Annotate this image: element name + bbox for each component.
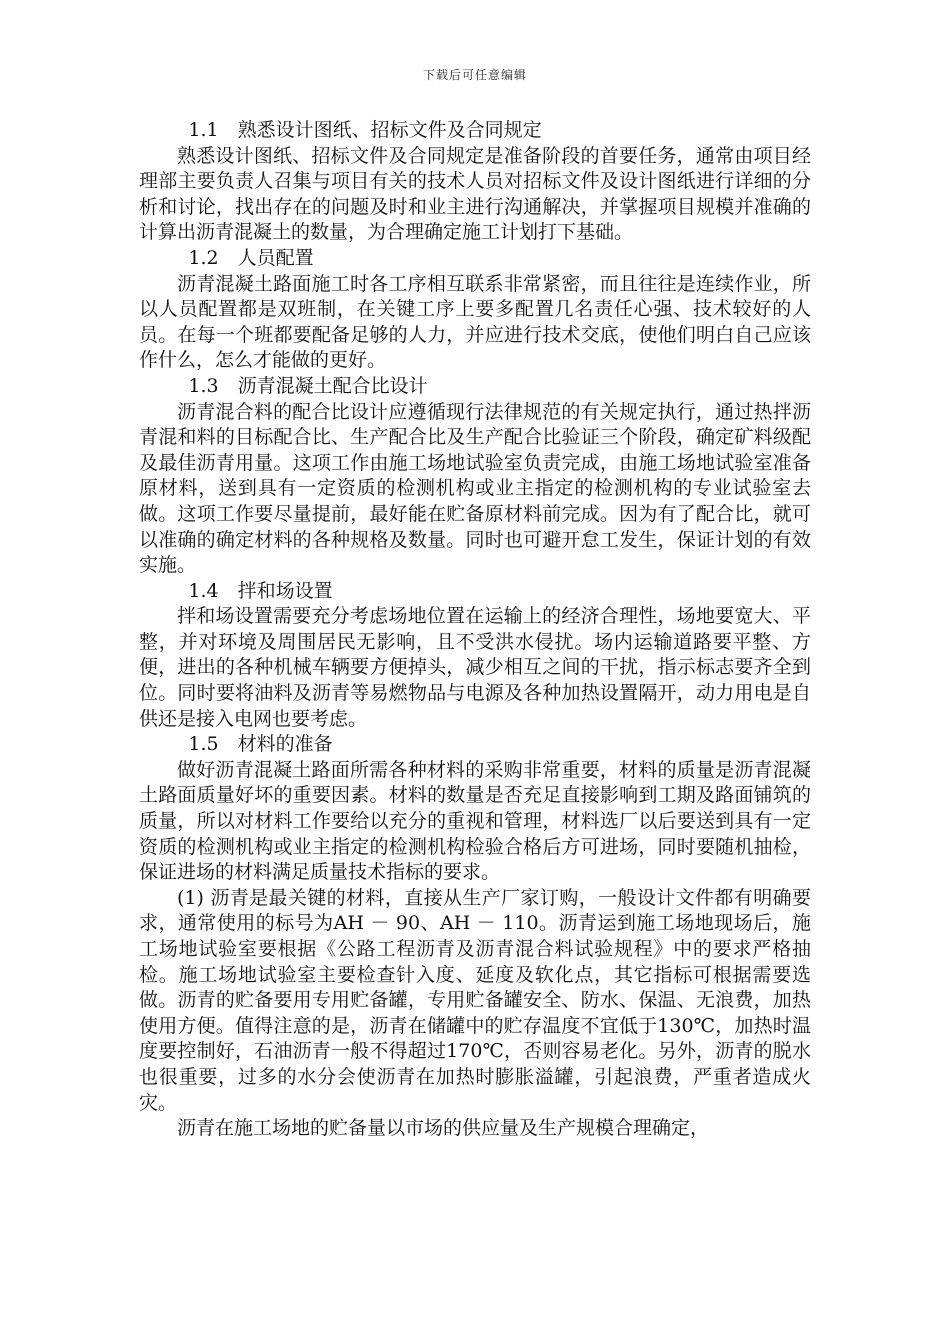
section-heading: 1.3 沥青混凝土配合比设计 [188, 374, 428, 397]
body-paragraph: 沥青在施工场地的贮备量以市场的供应量及生产规模合理确定， [177, 1117, 710, 1140]
body-paragraph: 熟悉设计图纸、招标文件及合同规定是准备阶段的首要任务，通常由项目经理部主要负责人召集与项目有关的技术人员对招标文件及设计图纸进行详细的分析和讨论，找出存在的问题及时和业主进行沟通解决，并掌握项目规模并准确的计算出沥青混凝土的数量，为合理确定施工计划打下基础。 [139, 144, 811, 244]
body-paragraph: 做好沥青混凝土路面所需各种材料的采购非常重要，材料的质量是沥青混凝土路面质量好坏的重要因素。材料的数量是否充足直接影响到工期及路面铺筑的质量，所以对材料工作要给以充分的重视和管理，材料选厂以后要送到具有一定资质的检测机构或业主指定的检测机构检验合格后方可进场，同时要随机抽检，保证进场的材料满足质量技术指标的要求。 [139, 758, 811, 884]
body-paragraph: (1) 沥青是最关键的材料，直接从生产厂家订购，一般设计文件都有明确要求，通常使用的标号为AH － 90、AH － 110。沥青运到施工场地现场后，施工场地试验室要根据《公路工程沥青及沥青混合料试验规程》中的要求严格抽检。施工场地试验室主要检查针入度、延度及软化点，其它指标可根据需要选做。沥青的贮备要用专用贮备罐，专用贮备罐安全、防水、保温、无浪费，加热使用方便。值得注意的是，沥青在储罐中的贮存温度不宜低于130℃，加热时温度要控制好，石油沥青一般不得超过170℃，否则容易老化。另外，沥青的脱水也很重要，过多的水分会使沥青在加热时膨胀溢罐，引起浪费，严重者造成火灾。 [139, 886, 811, 1114]
body-paragraph: 沥青混合料的配合比设计应遵循现行法律规范的有关规定执行，通过热拌沥青混和料的目标配合比、生产配合比及生产配合比验证三个阶段，确定矿料级配及最佳沥青用量。这项工作由施工场地试验室负责完成，由施工场地试验室准备原材料，送到具有一定资质的检测机构或业主指定的检测机构的专业试验室去做。这项工作要尽量提前，最好能在贮备原材料前完成。因为有了配合比，就可以准确的确定材料的各种规格及数量。同时也可避开怠工发生，保证计划的有效实施。 [139, 400, 811, 577]
section-heading: 1.5 材料的准备 [188, 733, 333, 756]
document-body [139, 118, 811, 1142]
section-heading: 1.4 拌和场设置 [188, 579, 333, 602]
body-paragraph: 拌和场设置需要充分考虑场地位置在运输上的经济合理性，场地要宽大、平整，并对环境及周围居民无影响，且不受洪水侵扰。场内运输道路要平整、方便，进出的各种机械车辆要方便掉头，减少相互之间的干扰，指示标志要齐全到位。同时要将油料及沥青等易燃物品与电源及各种加热设置隔开，动力用电是自供还是接入电网也要考虑。 [139, 605, 811, 730]
body-paragraph: 沥青混凝土路面施工时各工序相互联系非常紧密，而且往往是连续作业，所以人员配置都是双班制，在关键工序上要多配置几名责任心强、技术较好的人员。在每一个班都要配备足够的人力，并应进行技术交底，使他们明白自己应该作什么，怎么才能做的更好。 [139, 272, 811, 372]
section-heading: 1.2 人员配置 [188, 246, 314, 269]
section-heading: 1.1 熟悉设计图纸、招标文件及合同规定 [188, 119, 542, 141]
page-header-note: 下载后可任意编辑 [422, 68, 527, 82]
